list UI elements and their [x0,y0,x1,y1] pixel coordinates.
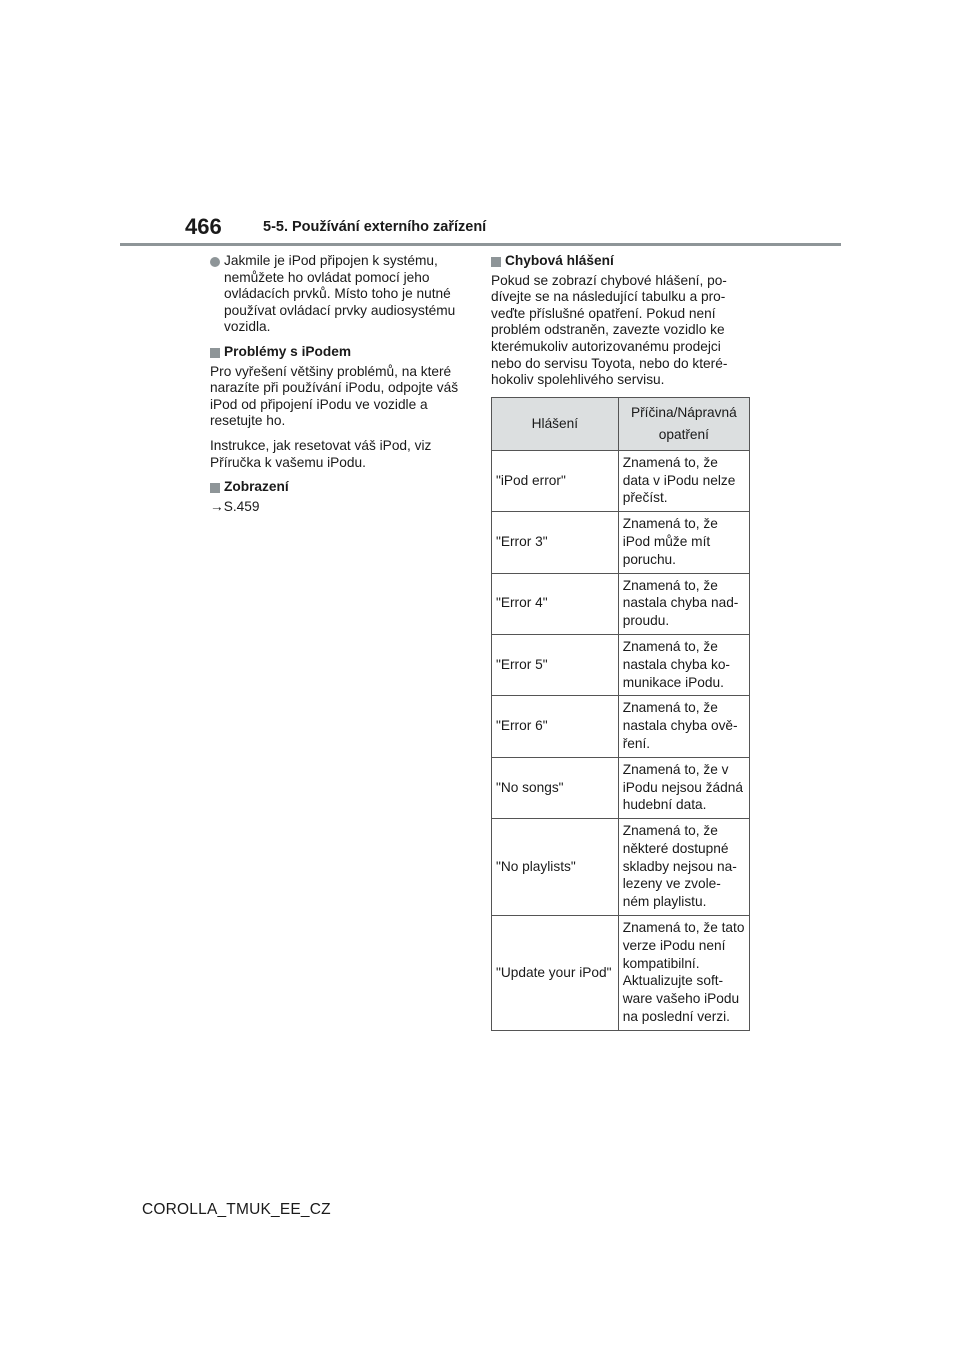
table-row [492,916,750,1031]
left-column [210,253,470,523]
cause-cell: Znamená to, že nastala chyba ko-munikace iPodu. [618,634,749,695]
right-column [491,253,753,1031]
message-cell: "Error 6" [492,696,619,757]
message-cell: "Update your iPod" [492,916,619,1031]
cause-cell: Znamená to, že data v iPodu nelze přečíst. [618,450,749,511]
table-row [492,819,750,916]
message-cell: "Error 4" [492,573,619,634]
cause-cell: Znamená to, že nastala chyba nad-proudu. [618,573,749,634]
bullet-circle-icon [210,257,220,267]
cause-cell: Znamená to, že tato verze iPodu není kompatibilní. Aktualizujte soft-ware vašeho iPodu na poslední verzi. [618,916,749,1031]
column-header-cause: Příčina/Nápravná opatření [618,397,749,450]
cause-cell: Znamená to, že iPod může mít poruchu. [618,512,749,573]
cause-cell: Znamená to, že nastala chyba ově-ření. [618,696,749,757]
error-messages-table [491,397,750,1031]
column-header-message: Hlášení [492,397,619,450]
square-bullet-icon [210,348,220,358]
document-code: COROLLA_TMUK_EE_CZ [142,1201,331,1218]
errors-paragraph: Pokud se zobrazí chybové hlášení, po-dívejte se na následující tabulku a pro-veďte příslušné opatření. Pokud není problém odstraněn, zavezte vozidlo ke kterémukoliv autorizovanému prodejci nebo do servisu Toyota, nebo do které-hokoliv spolehlivého servisu. [491,272,728,388]
table-row [492,512,750,573]
subheading-text: Chybová hlášení [505,253,614,268]
subheading-text: Zobrazení [224,479,289,495]
subheading-problems [210,344,470,361]
header-divider [120,243,841,246]
table-header-row [492,397,750,450]
table-row [492,573,750,634]
message-cell: "No songs" [492,757,619,818]
message-cell: "Error 3" [492,512,619,573]
table-row [492,634,750,695]
page-reference-link[interactable]: →S.459 [210,498,260,514]
section-title: 5-5. Používání externího zařízení [263,219,487,235]
square-bullet-icon [491,257,501,267]
problems-paragraph-2: Instrukce, jak resetovat váš iPod, viz Příručka k vašemu iPodu. [210,437,432,470]
table-row [492,450,750,511]
problems-paragraph-1: Pro vyřešení většiny problémů, na které narazíte při používání iPodu, odpojte váš iPod od připojení iPodu ve vozidle a resetujte ho. [210,363,459,429]
page-number: 466 [185,214,222,239]
cause-cell: Znamená to, že některé dostupné skladby nejsou na-lezeny ve zvole-ném playlistu. [618,819,749,916]
bullet-text: Jakmile je iPod připojen k systému, nemůžete ho ovládat pomocí jeho ovládacích prvků. Místo toho je nutné používat ovládací prvky audiosystému vozidla. [224,253,456,335]
message-cell: "iPod error" [492,450,619,511]
table-row [492,757,750,818]
square-bullet-icon [210,483,220,493]
message-cell: "Error 5" [492,634,619,695]
subheading-text: Problémy s iPodem [224,343,352,359]
cause-cell: Znamená to, že v iPodu nejsou žádná hudební data. [618,757,749,818]
table-row [492,696,750,757]
subheading-errors [491,253,753,270]
message-cell: "No playlists" [492,819,619,916]
bullet-note [210,253,470,336]
subheading-display [210,479,470,496]
